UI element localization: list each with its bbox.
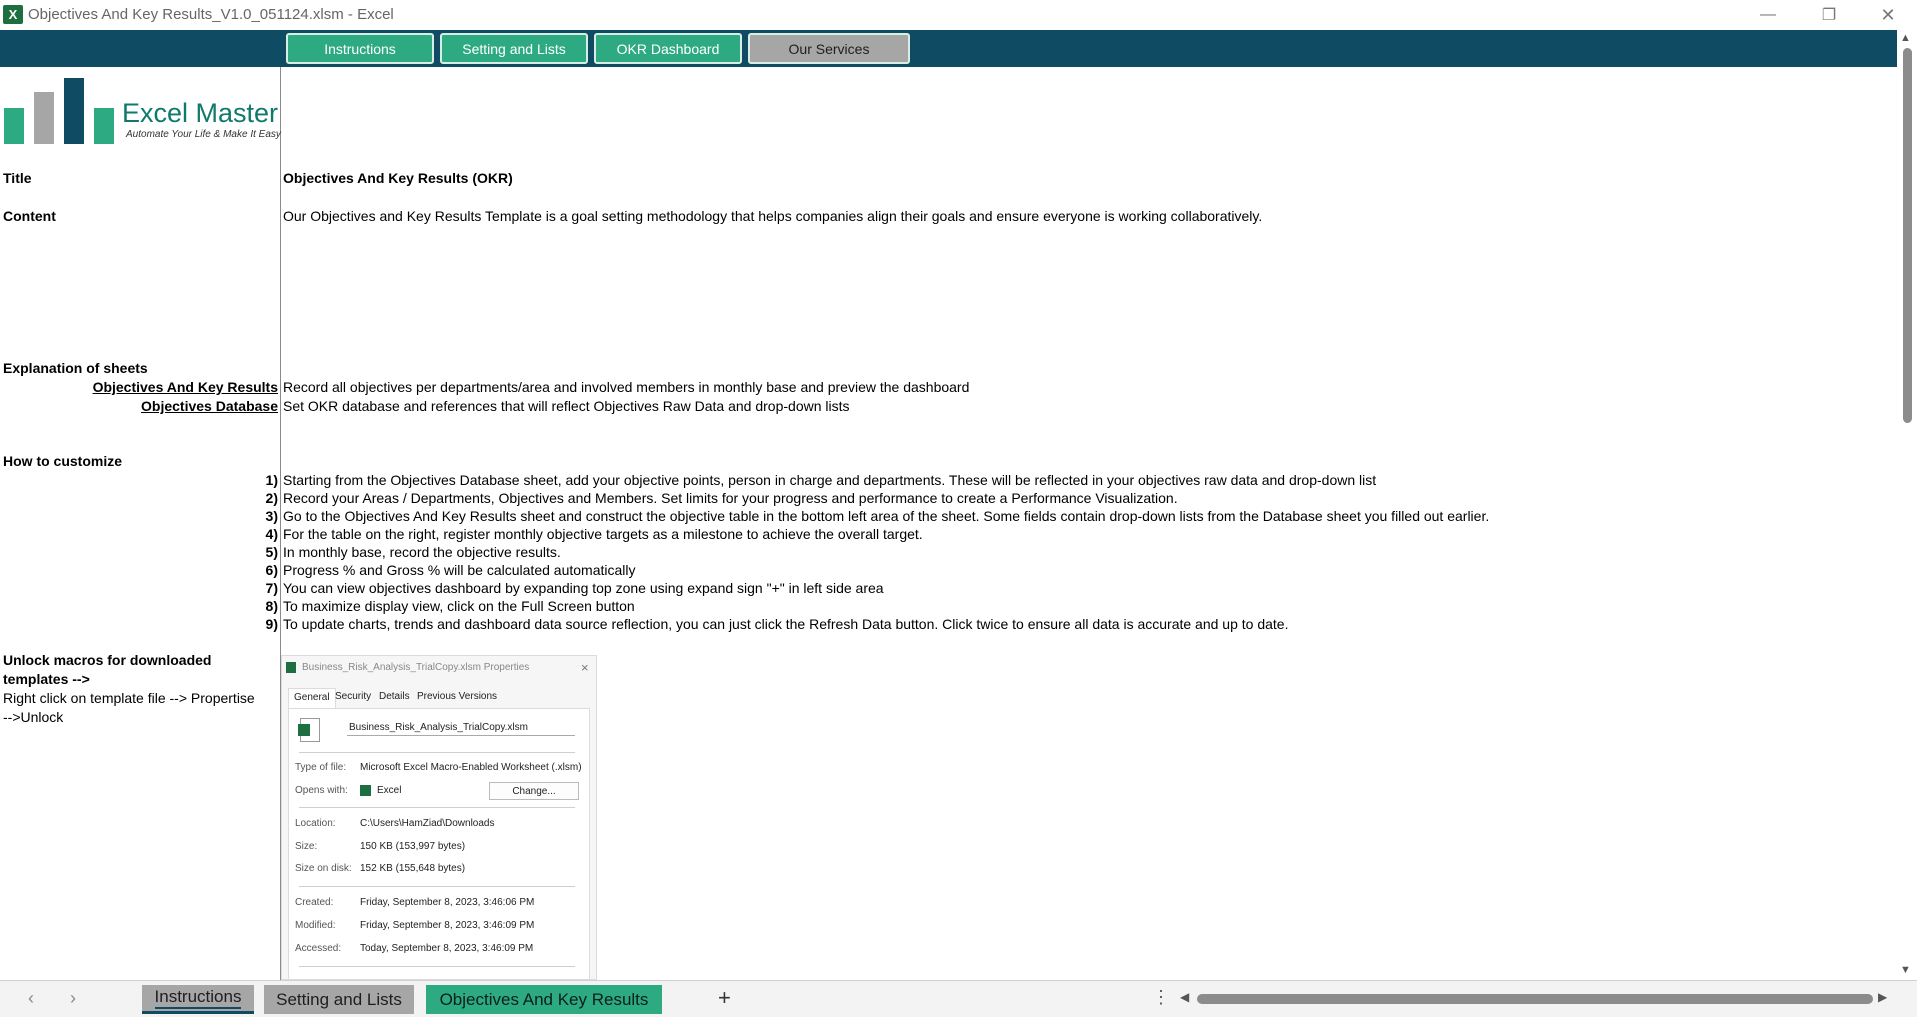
step-text: To maximize display view, click on the Full Screen button [283,598,635,614]
content-value: Our Objectives and Key Results Template is a goal setting methodology that helps companies align their goals and ensure everyone is working collaboratively. [283,208,1263,224]
dialog-filename: Business_Risk_Analysis_TrialCopy.xlsm [347,722,575,736]
dialog-value: Friday, September 8, 2023, 3:46:09 PM [360,920,535,931]
step-text: Starting from the Objectives Database sheet, add your objective points, person in charge and departments. These will be reflected in your objectives raw data and drop-down list [283,472,1377,488]
sheet-tab-label: Objectives And Key Results [439,989,649,1009]
title-label: Title [3,170,32,186]
step-number: 1) [265,472,278,488]
link-objectives-database[interactable]: Objectives Database [141,398,278,414]
step-text: In monthly base, record the objective results. [283,544,561,560]
unlock-heading-line2: templates --> [3,671,90,687]
add-sheet-icon[interactable]: + [718,985,731,1010]
dialog-title: Business_Risk_Analysis_TrialCopy.xlsm Properties [302,662,530,673]
step-number: 7) [265,580,278,596]
divider [299,807,575,808]
sheet-tab-label: Instructions [155,987,242,1009]
sheet-tab-bar [0,980,1917,1017]
dialog-label: Location: [295,818,336,829]
step-text: To update charts, trends and dashboard data source reflection, you can just click the Refresh Data button. Click twice to ensure all data is accurate and up to date. [283,616,1289,632]
tab-scroll-left-icon[interactable]: ‹ [28,988,34,1008]
nav-okr-dashboard-button[interactable]: OKR Dashboard [594,33,742,64]
nav-our-services-button[interactable]: Our Services [748,33,910,64]
file-icon [300,718,320,742]
divider [299,886,575,887]
step-text: Record your Areas / Departments, Objectives and Members. Set limits for your progress and performance to create a Performance Visualization. [283,490,1178,506]
logo-bar [64,78,84,144]
dialog-value: Friday, September 8, 2023, 3:46:06 PM [360,897,535,908]
dialog-tab-details: Details [379,691,410,702]
dialog-value: 150 KB (153,997 bytes) [360,841,466,852]
divider [299,966,575,967]
sheet-desc: Set OKR database and references that will reflect Objectives Raw Data and drop-down lists [283,398,850,414]
unlock-heading-line1: Unlock macros for downloaded [3,652,212,668]
dialog-value: Today, September 8, 2023, 3:46:09 PM [360,943,534,954]
dialog-label: Type of file: [295,762,347,773]
logo-bar [94,108,114,144]
link-objectives-key-results[interactable]: Objectives And Key Results [92,379,278,395]
step-text: Progress % and Gross % will be calculated automatically [283,562,636,578]
dialog-label: Created: [295,897,334,908]
step-number: 5) [265,544,278,560]
hscroll-left-icon[interactable]: ◀ [1180,990,1190,1004]
unlock-instructions-line1: Right click on template file --> Propertise [3,690,255,706]
logo-bar [4,108,24,144]
properties-dialog-image [281,655,597,980]
unlock-instructions-line2: -->Unlock [3,709,64,725]
dialog-label: Size: [295,841,318,852]
customize-label: How to customize [3,453,123,469]
explanation-label: Explanation of sheets [3,360,148,376]
step-number: 3) [265,508,278,524]
dialog-label: Opens with: [295,785,348,796]
step-text: For the table on the right, register monthly objective targets as a milestone to achieve the overall target. [283,526,923,542]
title-bar [0,0,1917,30]
more-options-icon[interactable]: ⋮ [1152,987,1170,1007]
dialog-label: Modified: [295,920,336,931]
dialog-value: Microsoft Excel Macro-Enabled Worksheet (.xlsm) [360,762,582,773]
dialog-tab-previous-versions: Previous Versions [417,691,498,702]
restore-button[interactable]: ❐ [1821,7,1837,24]
step-text: You can view objectives dashboard by expanding top zone using expand sign "+" in left side area [283,580,884,596]
divider [299,752,575,753]
dialog-label: Size on disk: [295,863,352,874]
dialog-value: C:\Users\HamZiad\Downloads [360,818,495,829]
step-number: 8) [265,598,278,614]
step-number: 9) [265,616,278,632]
nav-instructions-button[interactable]: Instructions [286,33,434,64]
change-button: Change... [489,782,579,800]
excel-master-logo [2,76,281,144]
scroll-down-icon[interactable]: ▼ [1900,964,1911,976]
logo-tagline: Automate Your Life & Make It Easy [126,129,281,140]
dialog-tab-general: General [288,688,336,708]
horizontal-scroll-thumb[interactable] [1197,994,1873,1004]
sheet-tab-setting-lists[interactable] [264,985,414,1014]
dialog-tab-security: Security [335,691,372,702]
logo-brand: Excel Master [122,98,279,128]
nav-setting-lists-button[interactable]: Setting and Lists [440,33,588,64]
dialog-label: Accessed: [295,943,342,954]
vertical-scroll-thumb[interactable] [1903,48,1912,423]
title-value: Objectives And Key Results (OKR) [283,170,513,186]
excel-file-icon [286,662,296,673]
window-title: Objectives And Key Results_V1.0_051124.xlsm - Excel [28,6,394,23]
step-number: 2) [265,490,278,506]
step-number: 4) [265,526,278,542]
logo-bar [34,92,54,144]
step-text: Go to the Objectives And Key Results sheet and construct the objective table in the bottom left area of the sheet. Some fields contain drop-down lists from the Database sheet you filled out earlier. [283,508,1490,524]
header-band [0,30,1897,67]
close-button[interactable]: ✕ [1880,4,1896,25]
step-number: 6) [265,562,278,578]
dialog-value: Excel [377,785,402,796]
scroll-up-icon[interactable]: ▲ [1900,32,1911,44]
sheet-tab-label: Setting and Lists [276,989,402,1009]
tab-scroll-right-icon[interactable]: › [70,988,76,1008]
content-label: Content [3,208,56,224]
excel-app-icon: X [3,5,23,24]
dialog-value: 152 KB (155,648 bytes) [360,863,466,874]
sheet-desc: Record all objectives per departments/area and involved members in monthly base and preview the dashboard [283,379,970,395]
sheet-tab-objectives-key-results[interactable] [426,985,662,1014]
sheet-tab-instructions[interactable] [142,985,254,1014]
minimize-button[interactable]: — [1760,6,1776,23]
hscroll-right-icon[interactable]: ▶ [1878,990,1888,1004]
close-icon: × [581,660,589,675]
excel-small-icon [360,785,371,796]
